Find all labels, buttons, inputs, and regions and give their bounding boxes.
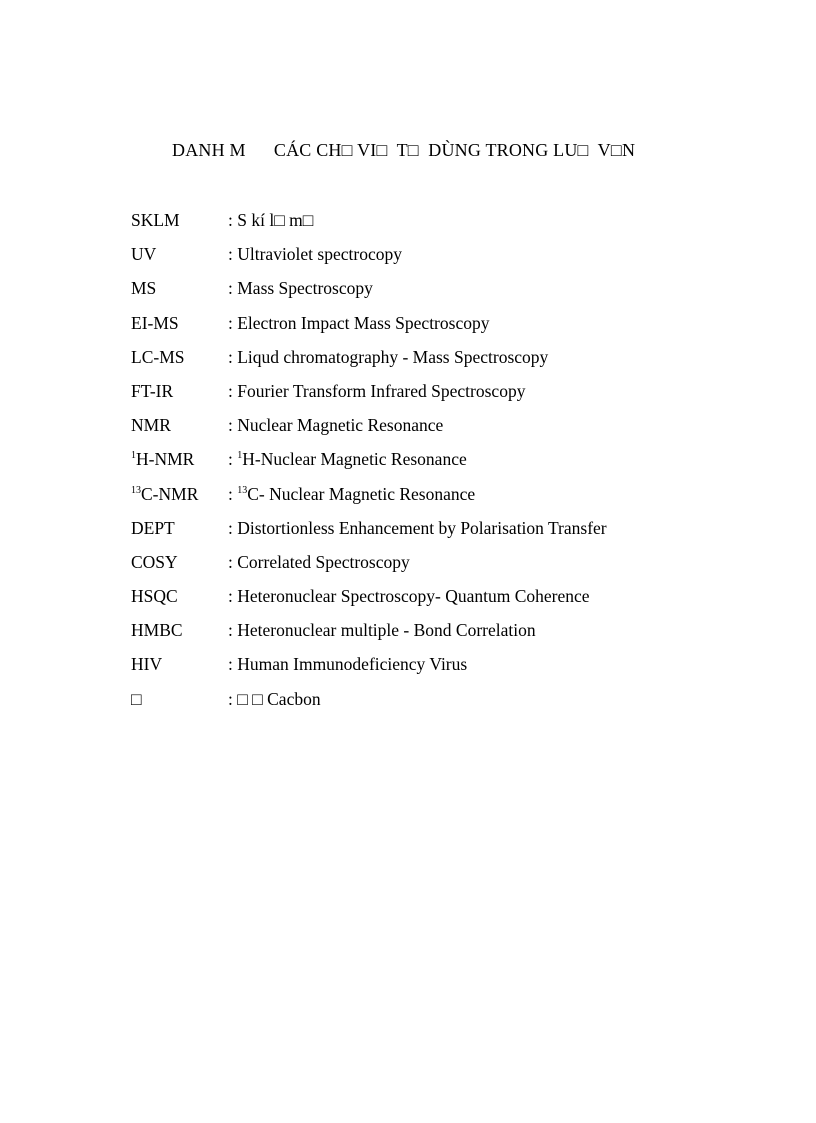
abbreviation-definition: : Nuclear Magnetic Resonance — [228, 415, 444, 436]
abbreviation-definition: : S kí l□ m□ — [228, 210, 314, 230]
abbreviation-definition — [228, 481, 475, 507]
abbreviation-row — [131, 241, 711, 275]
definition-text: H-Nuclear Magnetic Resonance — [242, 449, 467, 470]
definition-prefix: : — [228, 483, 238, 504]
abbreviation-term: COSY — [131, 551, 178, 572]
abbreviation-definition: : Correlated Spectroscopy — [228, 551, 410, 572]
abbreviation-term: MS — [131, 278, 157, 299]
abbreviation-term: NMR — [131, 415, 171, 436]
abbreviation-row — [131, 275, 711, 309]
abbreviation-row — [131, 651, 711, 685]
abbreviation-term: HMBC — [131, 620, 183, 641]
abbreviation-definition: : Human Immunodeficiency Virus — [228, 654, 468, 675]
abbreviation-term: HIV — [131, 654, 163, 675]
abbreviation-row — [131, 344, 711, 378]
abbreviation-definition: : Distortionless Enhancement by Polarisation Transfer — [228, 517, 607, 538]
abbreviation-term: UV — [131, 244, 157, 265]
abbreviation-term-text: H-NMR — [136, 449, 195, 470]
abbreviation-term: SKLM — [131, 210, 180, 230]
definition-text: C- Nuclear Magnetic Resonance — [247, 483, 476, 504]
abbreviation-definition: : Fourier Transform Infrared Spectroscopy — [228, 380, 526, 401]
isotope-superscript: 1 — [237, 450, 243, 462]
abbreviation-row — [131, 481, 711, 515]
abbreviation-term-text: C-NMR — [141, 483, 199, 504]
abbreviation-list — [131, 207, 711, 720]
abbreviation-term: □ — [131, 688, 142, 709]
abbreviation-row — [131, 412, 711, 446]
abbreviation-term: FT-IR — [131, 380, 174, 401]
abbreviation-definition: : Heteronuclear Spectroscopy- Quantum Coherence — [228, 586, 590, 607]
abbreviation-row — [131, 583, 711, 617]
abbreviation-term: LC-MS — [131, 346, 185, 367]
abbreviation-definition — [228, 446, 467, 472]
abbreviation-term: EI-MS — [131, 312, 179, 333]
abbreviation-term: DEPT — [131, 517, 175, 538]
abbreviation-row — [131, 446, 711, 480]
abbreviation-definition: : Mass Spectroscopy — [228, 278, 373, 299]
abbreviation-term — [131, 446, 194, 472]
abbreviation-definition: : Heteronuclear multiple - Bond Correlation — [228, 620, 536, 641]
page-title: DANH M CÁC CH□ VI□ T□ DÙNG TRONG LU□ V□N — [172, 140, 636, 160]
abbreviation-definition: : Electron Impact Mass Spectroscopy — [228, 312, 490, 333]
abbreviation-term: HSQC — [131, 586, 178, 607]
isotope-superscript: 1 — [131, 450, 136, 462]
abbreviation-term — [131, 481, 198, 507]
abbreviation-row — [131, 617, 711, 651]
abbreviation-definition: : □ □ Cacbon — [228, 688, 321, 709]
abbreviation-row — [131, 686, 711, 720]
abbreviation-definition: : Liqud chromatography - Mass Spectroscopy — [228, 346, 549, 367]
abbreviation-row — [131, 310, 711, 344]
abbreviation-row — [131, 515, 711, 549]
isotope-superscript: 13 — [237, 484, 248, 496]
definition-prefix: : — [228, 449, 238, 470]
abbreviation-definition: : Ultraviolet spectrocopy — [228, 244, 402, 265]
isotope-superscript: 13 — [131, 484, 141, 496]
abbreviation-row — [131, 378, 711, 412]
abbreviation-row — [131, 207, 711, 241]
abbreviation-row — [131, 549, 711, 583]
